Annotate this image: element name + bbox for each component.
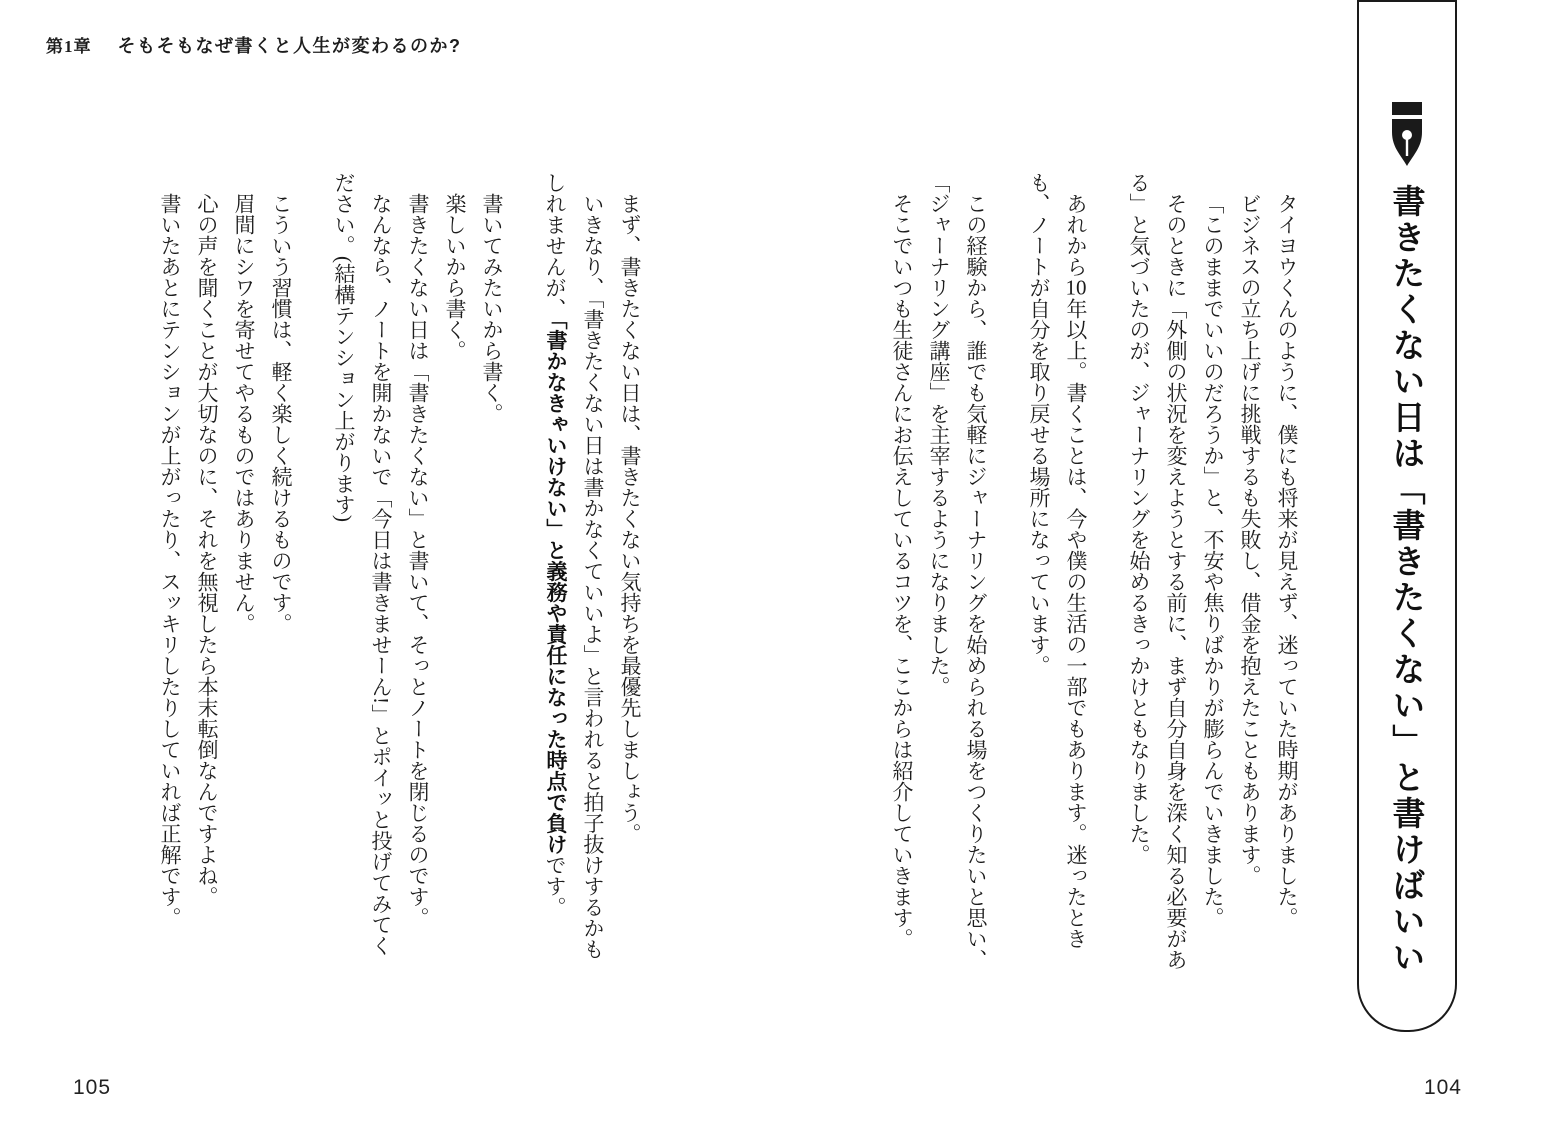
text-run: そのときに「外側の状況を変えようとする前に、まず自分自身を深く知る必要がある」と気づいたのが、ジャーナリングを始めるきっかけともなりました。: [1127, 172, 1188, 970]
paragraph: [473, 172, 510, 972]
paragraph: [1231, 172, 1268, 972]
paragraph: [920, 172, 994, 972]
paragraph: [225, 172, 262, 972]
paragraph: [1020, 172, 1094, 972]
text-run: 年以上。書くことは、今や僕の生活の一部でもあります。迷ったときも、ノートが自分を取り戻せる場所になっています。: [1027, 172, 1088, 949]
page-left-body: [151, 172, 648, 972]
tate-chu-yoko-number: 10: [1065, 277, 1087, 298]
paragraph-group: [883, 172, 994, 972]
text-run: 書いてみたいから書く。: [480, 193, 504, 424]
paragraph: [399, 172, 436, 972]
text-run: 書いたあとにテンションが上がったり、スッキリしたりしていれば正解です。: [158, 193, 182, 928]
paragraph: [436, 172, 473, 972]
paragraph: [188, 172, 225, 972]
text-run: 楽しいから書く。: [443, 193, 467, 361]
paragraph: [611, 172, 648, 972]
page-number-left: 105: [73, 1076, 112, 1099]
paragraph-group: [536, 172, 648, 972]
text-run: あれから: [1064, 193, 1088, 277]
paragraph-group: [151, 172, 299, 972]
page-number-right: 104: [1423, 1076, 1462, 1099]
paragraph: [1268, 172, 1305, 972]
text-run: まず、書きたくない日は、書きたくない気持ちを最優先しましょう。: [618, 193, 642, 844]
text-run: 「このままでいいのだろうか」と、不安や焦りばかりが膨らんでいきました。: [1201, 193, 1225, 928]
text-run: 心の声を聞くことが大切なのに、それを無視したら本末転倒なんですよね。: [195, 193, 219, 907]
paragraph: [883, 172, 920, 972]
chapter-label: 第1章: [46, 37, 92, 56]
paragraph: [262, 172, 299, 972]
text-run: いきなり、「書きたくない日は書かなくていいよ」と言われると拍子抜けするかもしれませんが、: [543, 172, 605, 960]
emphasis-run: 「書かなきゃいけない」と義務や責任になった時点で負け: [544, 319, 567, 855]
text-run: 眉間にシワを寄せてやるものではありません。: [232, 193, 256, 634]
text-run: 書きたくない日は「書きたくない」と書いて、そっとノートを閉じるのです。: [406, 193, 430, 928]
text-run: この経験から、誰でも気軽にジャーナリングを始められる場をつくりたいと思い、「ジャーナリング講座」を主宰するようになりました。: [927, 172, 988, 970]
paragraph: [1194, 172, 1231, 972]
text-run: です。: [543, 854, 567, 918]
running-header: [46, 32, 462, 58]
paragraph: [1120, 172, 1194, 972]
section-title-tab: [1357, 0, 1457, 1032]
chapter-title: そもそもなぜ書くと人生が変わるのか?: [117, 36, 462, 56]
paragraph-group: [1120, 172, 1305, 972]
text-run: ビジネスの立ち上げに挑戦するも失敗し、借金を抱えたこともあります。: [1238, 193, 1262, 886]
paragraph: [325, 172, 399, 972]
paragraph-group: [325, 172, 510, 972]
paragraph: [536, 172, 611, 972]
paragraph-group: [1020, 172, 1094, 972]
paragraph: [151, 172, 188, 972]
page-right-body: [883, 172, 1305, 972]
text-run: そこでいつも生徒さんにお伝えしているコツを、ここからは紹介していきます。: [890, 193, 914, 949]
pen-nib-icon: [1383, 102, 1431, 176]
text-run: こういう習慣は、軽く楽しく続けるものです。: [269, 193, 293, 634]
text-run: タイヨウくんのように、僕にも将来が見えず、迷っていた時期がありました。: [1275, 193, 1299, 928]
text-run: なんなら、ノートを開かないで「今日は書きませーん!」とポイッと投げてみてください。(結構テンション上がります): [332, 172, 393, 956]
section-title: 書きたくない日は「書きたくない」と書けばいい: [1388, 184, 1426, 976]
